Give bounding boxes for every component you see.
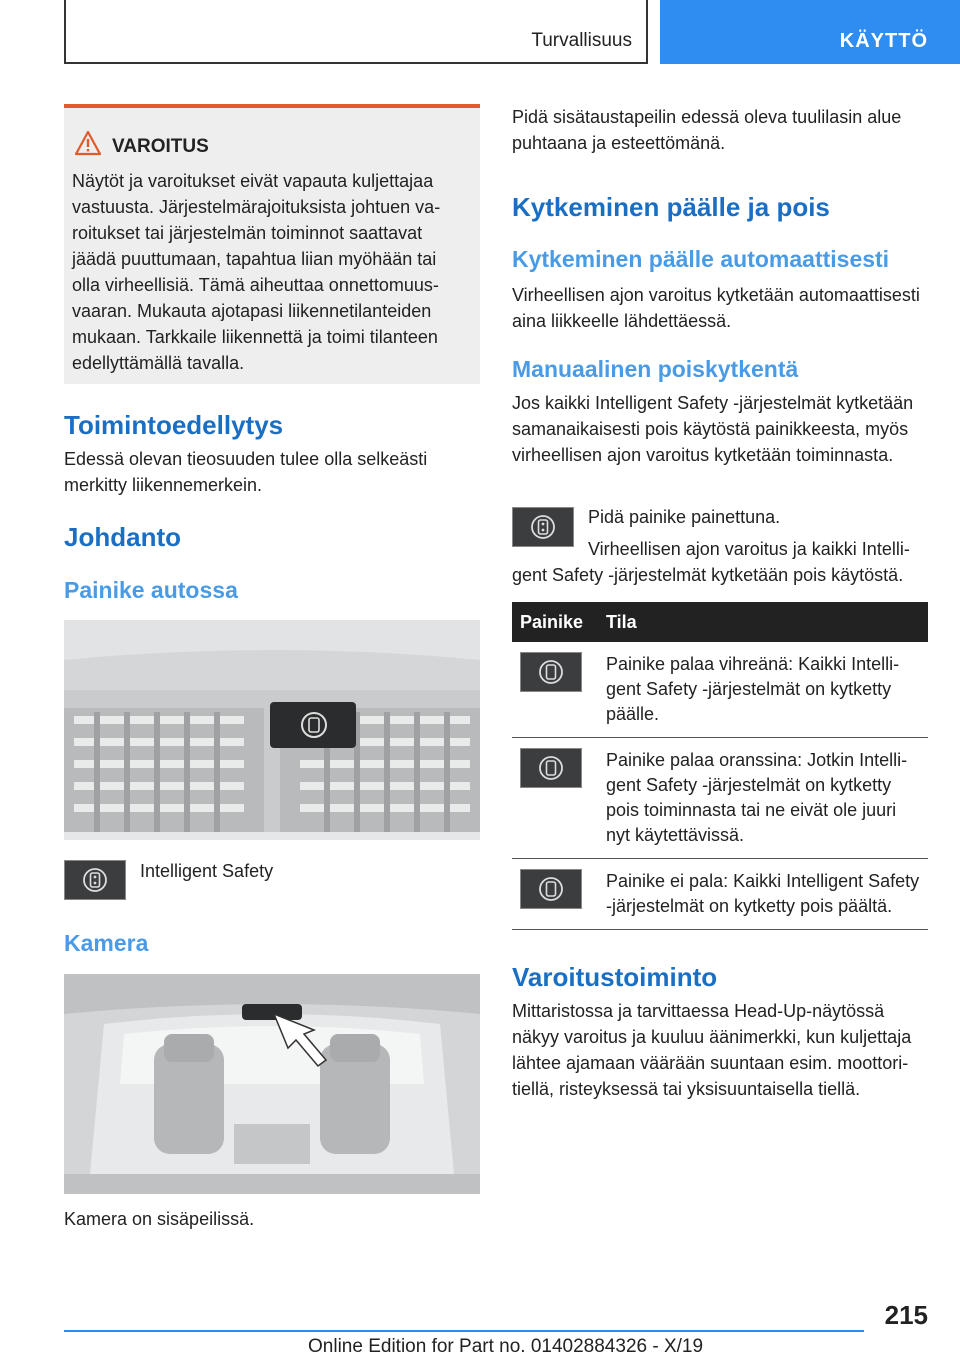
table-cell-icon (512, 738, 598, 859)
header-section-title: Turvallisuus (531, 30, 632, 51)
table-cell-state: Painike ei pala: Kaikki Intelligent Safety -järjestelmät on kytketty pois päältä. (598, 859, 928, 930)
camera-photo (64, 974, 480, 1194)
header-tab (660, 0, 960, 64)
page-number: 215 (884, 1300, 928, 1330)
header-tab-label: KÄYTTÖ (839, 30, 928, 52)
heading-warning-function: Varoitustoiminto (512, 962, 718, 992)
warning-box (64, 104, 480, 384)
button-off-icon (520, 869, 582, 909)
manual-off-text: Jos kaikki Intelligent Safety -järjestelmät kytketään samanaikaisesti pois käytöstä painikkeesta, myös virheellisen ajon varoitus kytketään toiminnasta. (512, 393, 914, 465)
heading-on-off: Kytkeminen päälle ja pois (512, 192, 830, 222)
table-cell-state: Painike palaa oranssina: Jotkin Intelligent Safety -järjestelmät on kytketty pois toiminnasta tai ne eivät ole juuri nyt käytettävissä. (598, 738, 928, 859)
auto-on-text: Virheellisen ajon varoitus kytketään automaattisesti aina liikkeelle lähdettäessä. (512, 285, 920, 331)
press-result-text: Virheellisen ajon varoitus ja kaikki Intelligent Safety -järjestelmät kytketään pois käytöstä. (512, 539, 910, 585)
button-status-table (512, 602, 928, 930)
warning-title: VAROITUS (112, 136, 209, 157)
intro-text: Pidä sisätaustapeilin edessä oleva tuulilasin alue puhtaana ja esteettömänä. (512, 107, 902, 153)
heading-intro: Johdanto (64, 522, 181, 552)
table-row (512, 642, 928, 738)
table-cell-icon (512, 859, 598, 930)
dashboard-illustration (64, 620, 480, 840)
heading-manual-off: Manuaalinen poiskytkentä (512, 356, 799, 382)
requirements-text: Edessä olevan tieosuuden tulee olla selkeästi merkitty liikennemerkein. (64, 449, 428, 495)
heading-button-in-car: Painike autossa (64, 577, 238, 603)
footer-divider (64, 1330, 864, 1332)
button-caption: Intelligent Safety (140, 861, 274, 881)
heading-auto-on: Kytkeminen päälle automaattisesti (512, 246, 890, 272)
table-row (512, 738, 928, 859)
warning-triangle-icon (74, 130, 102, 156)
button-green-icon (520, 652, 582, 692)
table-cell-state: Painike palaa vihreänä: Kaikki Intelligent Safety -järjestelmät on kytketty päälle. (598, 642, 928, 738)
footer-edition: Online Edition for Part no. 01402884326 - X/19 (308, 1336, 704, 1357)
heading-requirements: Toimintoedellytys (64, 410, 284, 440)
dashboard-button-photo (64, 620, 480, 840)
button-orange-icon (520, 748, 582, 788)
table-header-state: Tila (598, 602, 928, 642)
press-text: Pidä painike painettuna. (588, 507, 781, 527)
table-header-button: Painike (512, 602, 598, 642)
table-header-row (512, 602, 928, 642)
camera-caption: Kamera on sisäpeilissä. (64, 1209, 255, 1229)
warning-text: Näytöt ja varoitukset eivät vapauta kuljettajaa vastuusta. Järjestelmärajoituksista johtuen varoitukset tai järjestelmän toiminnot saattavat jäädä puuttumaan, tapahtua liian myöhään tai olla virheellisiä. Tämä aiheuttaa onnettomuusvaaran. Mukauta ajotapasi liikennetilanteiden mukaan. Tarkkaile liikennettä ja toimi tilanteen edellyttämällä tavalla. (72, 171, 441, 373)
warning-function-text: Mittaristossa ja tarvittaessa Head-Up-näytössä näkyy varoitus ja kuuluu äänimerkki, kun kuljettaja lähtee ajamaan väärään suuntaan esim. moottoritiellä, risteyksessä tai yksisuuntaisella tiellä. (512, 1001, 912, 1099)
car-interior-illustration (64, 974, 480, 1194)
intelligent-safety-icon (64, 860, 126, 900)
heading-camera: Kamera (64, 930, 149, 956)
table-row (512, 859, 928, 930)
table-cell-icon (512, 642, 598, 738)
